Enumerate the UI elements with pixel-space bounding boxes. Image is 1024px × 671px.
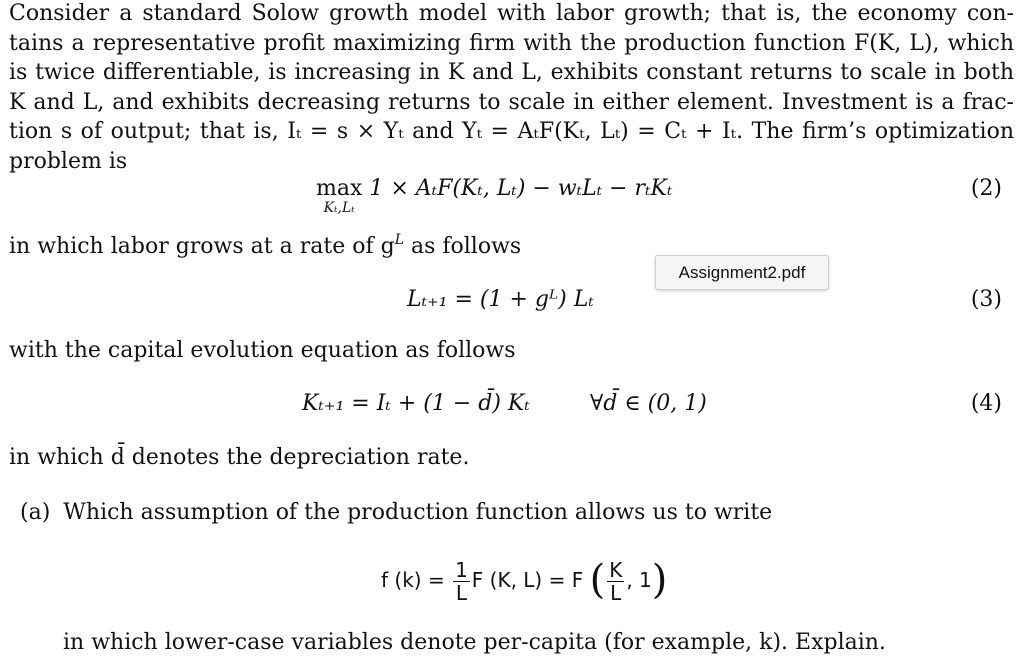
intro-line: tains a representative profit maximizing firm with the production function F(K, L), which	[9, 30, 1014, 56]
part-a-closing: in which lower-case variables denote per-capita (for example, k). Explain.	[63, 630, 886, 655]
left-paren: (	[589, 557, 606, 603]
intro-line: Consider a standard Solow growth model with labor growth; that is, the economy con-	[9, 1, 1014, 26]
fraction-one-over-l	[453, 559, 470, 604]
intro-line: K and L, and exhibits decreasing returns to scale in either element. Investment is a frac-	[9, 89, 1014, 115]
equation-number-3: (3)	[970, 287, 1002, 312]
equation-number-4: (4)	[970, 391, 1002, 416]
max-subscript: Kₜ,Lₜ	[323, 200, 355, 216]
equation-4	[302, 391, 530, 416]
labor-growth-text-tail: as follows	[403, 234, 522, 259]
eq3-body: (1 + gᴸ) Lₜ	[479, 287, 594, 312]
fraction-numerator: K	[609, 558, 623, 582]
eq4-body: Kₜ₊₁ = Iₜ + (1 − d̄) Kₜ	[302, 391, 530, 416]
equation-2	[316, 176, 672, 226]
part-a-question	[20, 500, 772, 525]
part-a-label: (a)	[20, 500, 51, 525]
labor-growth-superscript: L	[394, 232, 404, 248]
fraction-denominator: L	[610, 581, 622, 605]
intro-line: problem is	[9, 148, 128, 174]
part-a-question-text: Which assumption of the production function allows us to write	[63, 500, 773, 525]
fraction-k-over-l	[607, 559, 624, 604]
equation-number-2: (2)	[970, 176, 1002, 201]
eq4-condition: ∀d̄ ∈ (0, 1)	[590, 391, 707, 416]
fraction-numerator: 1	[455, 558, 468, 582]
equation-4-condition	[590, 391, 707, 416]
labor-growth-text-main: in which labor grows at a rate of g	[9, 234, 395, 259]
problem-intro	[9, 0, 1014, 176]
capital-evolution-text: with the capital evolution equation as follows	[9, 338, 516, 363]
equation-3	[407, 287, 594, 312]
labor-growth-text	[9, 232, 521, 259]
max-operator	[316, 176, 362, 226]
per-capita-equation	[381, 550, 667, 610]
eq3-lhs: Lₜ₊₁ =	[407, 287, 480, 312]
depreciation-text: in which d̄ denotes the depreciation rate.	[9, 445, 470, 470]
per-capita-middle: F (K, L) = F	[471, 568, 584, 592]
per-capita-lhs: f (k) =	[381, 568, 445, 592]
fraction-denominator: L	[455, 581, 467, 605]
per-capita-tail: , 1	[626, 568, 652, 592]
intro-line: is twice differentiable, is increasing in K and L, exhibits constant returns to scale in both	[9, 60, 1014, 85]
right-paren: )	[651, 557, 668, 603]
file-name-tooltip: Assignment2.pdf	[655, 255, 829, 290]
objective-expression: 1 × AₜF(Kₜ, Lₜ) − wₜLₜ − rₜKₜ	[369, 176, 673, 201]
max-label: max	[316, 176, 363, 201]
intro-line: tion s of output; that is, Iₜ = s × Yₜ and Yₜ = AₜF(Kₜ, Lₜ) = Cₜ + Iₜ. The firm’s optimization	[9, 119, 1014, 144]
